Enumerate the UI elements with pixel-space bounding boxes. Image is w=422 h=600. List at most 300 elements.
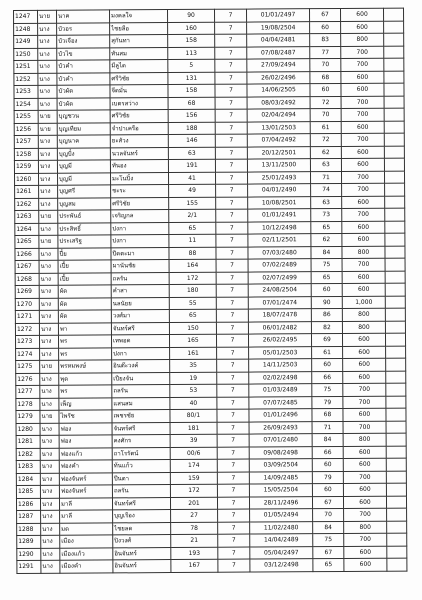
- last-name: ปงกา: [112, 347, 170, 360]
- allowance-amount: 1,000: [342, 296, 385, 309]
- title-prefix: นาง: [40, 485, 59, 498]
- first-name: เปี้ย: [58, 272, 111, 285]
- first-name: บัวเจือง: [57, 35, 110, 48]
- title-prefix: นาง: [41, 548, 60, 561]
- birth-date: 07/02/2489: [248, 259, 311, 272]
- signature-cell: [386, 421, 406, 434]
- first-name: เปี้ย: [58, 260, 111, 273]
- record-number: 1291: [17, 560, 41, 573]
- signature-cell: [384, 146, 404, 159]
- village-number: 7: [216, 297, 248, 310]
- birth-date: 07/01/2480: [249, 434, 312, 447]
- signature-cell: [386, 458, 406, 471]
- first-name: บุญมี: [57, 172, 110, 185]
- age: 67: [309, 8, 340, 21]
- allowance-amount: 700: [341, 96, 384, 109]
- allowance-amount: 600: [341, 158, 384, 171]
- signature-cell: [385, 308, 405, 321]
- first-name: บัวอร: [57, 22, 110, 35]
- last-name: ถลรัน: [111, 272, 169, 285]
- first-name: ประเสริฐ: [58, 235, 111, 248]
- age: 70: [310, 108, 341, 121]
- title-prefix: นาง: [41, 535, 60, 548]
- village-number: 7: [218, 509, 250, 522]
- first-name: บุญปั๋ง: [57, 147, 110, 160]
- first-name: บัวไข: [57, 47, 110, 60]
- birth-date: 27/09/2494: [247, 59, 310, 72]
- first-name: ผัด: [58, 297, 111, 310]
- birth-date: 14/06/2505: [247, 84, 310, 97]
- allowance-amount: 600: [343, 496, 386, 509]
- birth-date: 02/11/2501: [248, 234, 311, 247]
- age: 68: [310, 71, 341, 84]
- village-number: 7: [217, 409, 249, 422]
- title-prefix: นาง: [38, 85, 57, 98]
- last-name: ปีนตา: [112, 472, 170, 485]
- allowance-amount: 600: [344, 546, 387, 559]
- village-number: 7: [216, 259, 248, 272]
- last-name: เพชรชัย: [112, 410, 170, 423]
- birth-date: 07/07/2485: [249, 396, 312, 409]
- signature-cell: [384, 96, 404, 109]
- title-prefix: นาง: [38, 98, 57, 111]
- birth-date: 04/01/2490: [248, 184, 311, 197]
- allowance-amount: 800: [344, 521, 387, 534]
- house-number: 68: [168, 97, 215, 110]
- first-name: ปี๋ย: [58, 247, 111, 260]
- allowance-amount: 600: [342, 233, 385, 246]
- record-number: 1256: [14, 123, 38, 136]
- record-number: 1267: [15, 260, 39, 273]
- age: 84: [312, 433, 343, 446]
- last-name: อินจันทร์: [113, 560, 171, 573]
- signature-cell: [384, 46, 404, 59]
- village-number: 7: [218, 559, 250, 572]
- title-prefix: นาย: [38, 110, 57, 123]
- village-number: 7: [215, 84, 247, 97]
- allowance-amount: 600: [341, 71, 384, 84]
- age: 61: [310, 121, 341, 134]
- first-name: บุญนาค: [57, 135, 110, 148]
- record-number: 1280: [16, 423, 40, 436]
- first-name: ฟองจันทร์: [59, 472, 112, 485]
- house-number: 158: [168, 34, 215, 47]
- village-number: 7: [217, 397, 249, 410]
- title-prefix: นาง: [40, 460, 59, 473]
- village-number: 7: [217, 447, 249, 460]
- village-number: 7: [215, 109, 247, 122]
- allowance-amount: 700: [344, 533, 387, 546]
- record-number: 1275: [16, 360, 40, 373]
- house-number: 164: [169, 259, 216, 272]
- birth-date: 10/12/2498: [248, 221, 311, 234]
- first-name: นาค: [57, 10, 110, 23]
- title-prefix: นาง: [38, 23, 57, 36]
- village-number: 7: [216, 284, 248, 297]
- last-name: ท้นแก้ว: [112, 460, 170, 473]
- house-number: 39: [170, 434, 217, 447]
- age: 65: [311, 221, 342, 234]
- age: 62: [310, 146, 341, 159]
- allowance-amount: 600: [341, 146, 384, 159]
- record-number: 1277: [16, 385, 40, 398]
- village-number: 7: [218, 522, 250, 535]
- title-prefix: นาง: [39, 298, 58, 311]
- title-prefix: นาง: [39, 335, 58, 348]
- birth-date: 01/01/2496: [249, 409, 312, 422]
- house-number: 193: [171, 547, 218, 560]
- birth-date: 24/08/2504: [248, 284, 311, 297]
- record-number: 1257: [14, 135, 38, 148]
- allowance-amount: 600: [343, 446, 386, 459]
- first-name: ผัด: [58, 310, 111, 323]
- record-number: 1286: [16, 498, 40, 511]
- last-name: นลนัยย: [111, 297, 169, 310]
- house-number: 155: [169, 197, 216, 210]
- allowance-amount: 700: [342, 208, 385, 221]
- title-prefix: นาง: [39, 273, 58, 286]
- house-number: 174: [170, 459, 217, 472]
- village-number: 7: [217, 434, 249, 447]
- age: 82: [311, 321, 342, 334]
- first-name: ผัด: [58, 285, 111, 298]
- last-name: ศรีวิชัย: [110, 110, 168, 123]
- record-number: 1278: [16, 398, 40, 411]
- last-name: เบตรสว่าง: [110, 97, 168, 110]
- birth-date: 14/04/2489: [250, 534, 313, 547]
- allowance-amount: 600: [343, 358, 386, 371]
- birth-date: 07/04/2492: [247, 134, 310, 147]
- age: 75: [313, 533, 344, 546]
- birth-date: 07/01/2474: [248, 296, 311, 309]
- last-name: คงศักร: [112, 435, 170, 448]
- title-prefix: นาง: [40, 348, 59, 361]
- record-number: 1288: [17, 523, 41, 536]
- birth-date: 26/02/2495: [248, 334, 311, 347]
- age: 69: [311, 333, 342, 346]
- age: 67: [313, 546, 344, 559]
- title-prefix: นาย: [40, 360, 59, 373]
- signature-cell: [385, 208, 405, 221]
- village-number: 7: [215, 97, 247, 110]
- first-name: บุญสม: [58, 197, 111, 210]
- title-prefix: นาง: [40, 373, 59, 386]
- last-name: นวลจันทร์: [110, 147, 168, 160]
- village-number: 7: [217, 384, 249, 397]
- first-name: พร: [59, 385, 112, 398]
- record-number: 1260: [14, 173, 38, 186]
- record-number: 1279: [16, 410, 40, 423]
- allowance-amount: 600: [343, 458, 386, 471]
- title-prefix: นาง: [39, 285, 58, 298]
- allowance-amount: 600: [342, 221, 385, 234]
- record-number: 1273: [15, 335, 39, 348]
- first-name: ประพันธ์: [58, 210, 111, 223]
- age: 79: [312, 396, 343, 409]
- first-name: บัวผัด: [57, 97, 110, 110]
- first-name: มาลี: [60, 510, 113, 523]
- record-number: 1252: [14, 73, 38, 86]
- allowance-amount: 600: [341, 121, 384, 134]
- signature-cell: [387, 546, 407, 559]
- house-number: 167: [171, 559, 218, 572]
- allowance-amount: 600: [342, 271, 385, 284]
- allowance-amount: 600: [342, 283, 385, 296]
- birth-date: 04/04/2481: [247, 34, 310, 47]
- birth-date: 05/01/2503: [249, 346, 312, 359]
- record-number: 1261: [15, 185, 39, 198]
- house-number: 5: [168, 59, 215, 72]
- record-number: 1248: [14, 23, 38, 36]
- last-name: คำสา: [111, 285, 169, 298]
- age: 71: [310, 171, 341, 184]
- village-number: 7: [215, 159, 247, 172]
- village-number: 7: [216, 184, 248, 197]
- title-prefix: นาง: [40, 398, 59, 411]
- house-number: 53: [170, 384, 217, 397]
- last-name: มานันชัย: [111, 260, 169, 273]
- title-prefix: นาง: [39, 310, 58, 323]
- age: 60: [310, 21, 341, 34]
- birth-date: 15/05/2504: [249, 484, 312, 497]
- last-name: ถาโรรัตน์: [112, 447, 170, 460]
- title-prefix: นาง: [41, 523, 60, 536]
- last-name: จีดมั่น: [110, 85, 168, 98]
- last-name: จันทร์ศรี: [112, 422, 170, 435]
- allowance-amount: 600: [344, 558, 387, 571]
- record-number: 1272: [15, 323, 39, 336]
- signature-cell: [384, 58, 404, 71]
- record-number: 1265: [15, 235, 39, 248]
- title-prefix: นาย: [40, 410, 59, 423]
- birth-date: 02/04/2494: [247, 109, 310, 122]
- allowance-amount: 700: [341, 46, 384, 59]
- last-name: อินจันทร์: [113, 547, 171, 560]
- signature-cell: [387, 558, 407, 571]
- title-prefix: นาง: [40, 448, 59, 461]
- age: 74: [311, 183, 342, 196]
- signature-cell: [385, 233, 405, 246]
- house-number: 88: [169, 247, 216, 260]
- last-name: จำปาเครือ: [110, 122, 168, 135]
- village-number: 7: [215, 22, 247, 35]
- last-name: วงศ์มา: [111, 310, 169, 323]
- birth-date: 26/02/2496: [247, 71, 310, 84]
- last-name: เปียงจัน: [112, 372, 170, 385]
- allowance-amount: 700: [344, 508, 387, 521]
- signature-cell: [386, 371, 406, 384]
- house-number: 2/1: [169, 209, 216, 222]
- allowance-amount: 800: [341, 33, 384, 46]
- record-number: 1289: [17, 535, 41, 548]
- record-number: 1284: [16, 473, 40, 486]
- signature-cell: [386, 471, 406, 484]
- record-number: 1290: [17, 548, 41, 561]
- signature-cell: [385, 221, 405, 234]
- allowance-amount: 700: [342, 183, 385, 196]
- birth-date: 02/02/2498: [249, 371, 312, 384]
- age: 66: [312, 371, 343, 384]
- village-number: 7: [218, 534, 250, 547]
- record-number: 1258: [14, 148, 38, 161]
- last-name: ทันอง: [110, 160, 168, 173]
- record-number: 1263: [15, 210, 39, 223]
- allowance-amount: 600: [341, 83, 384, 96]
- age: 75: [312, 383, 343, 396]
- village-number: 7: [217, 347, 249, 360]
- signature-cell: [386, 396, 406, 409]
- house-number: 40: [170, 397, 217, 410]
- record-number: 1274: [16, 348, 40, 361]
- village-number: 7: [217, 472, 249, 485]
- signature-cell: [386, 433, 406, 446]
- village-number: 7: [215, 122, 247, 135]
- first-name: บัวคำ: [57, 60, 110, 73]
- birth-date: 13/01/2503: [247, 121, 310, 134]
- record-number: 1254: [14, 98, 38, 111]
- house-number: 65: [169, 309, 216, 322]
- first-name: พรหมพงษ์: [59, 360, 112, 373]
- age: 70: [310, 58, 341, 71]
- house-number: 78: [171, 522, 218, 535]
- last-name: ศรีวิชัย: [111, 197, 169, 210]
- title-prefix: นาง: [41, 510, 60, 523]
- signature-cell: [384, 33, 404, 46]
- age: 72: [310, 133, 341, 146]
- first-name: เพ็ญ: [59, 397, 112, 410]
- first-name: เมือง: [60, 535, 113, 548]
- allowance-amount: 700: [341, 58, 384, 71]
- house-number: 21: [171, 534, 218, 547]
- record-number: 1281: [16, 435, 40, 448]
- age: 84: [313, 521, 344, 534]
- title-prefix: นาง: [38, 148, 57, 161]
- signature-cell: [387, 508, 407, 521]
- allowance-amount: 700: [342, 258, 385, 271]
- title-prefix: นาง: [39, 260, 58, 273]
- house-number: 41: [168, 172, 215, 185]
- birth-date: 01/01/2497: [246, 9, 309, 22]
- house-number: 55: [169, 297, 216, 310]
- signature-cell: [385, 183, 405, 196]
- title-prefix: นาง: [39, 198, 58, 211]
- first-name: มาลี: [59, 497, 112, 510]
- age: 71: [312, 421, 343, 434]
- signature-cell: [384, 133, 404, 146]
- house-number: 11: [169, 234, 216, 247]
- age: 65: [313, 558, 344, 571]
- last-name: ไชยลด: [113, 522, 171, 535]
- allowance-amount: 700: [343, 421, 386, 434]
- record-number: 1269: [15, 285, 39, 298]
- title-prefix: นาง: [38, 73, 57, 86]
- house-number: 172: [169, 272, 216, 285]
- birth-date: 26/09/2493: [249, 421, 312, 434]
- record-number: 1255: [14, 110, 38, 123]
- register-body: [14, 8, 407, 573]
- house-number: 160: [168, 22, 215, 35]
- last-name: ปงกา: [111, 235, 169, 248]
- first-name: ฟอง: [59, 422, 112, 435]
- last-name: ปงกา: [111, 222, 169, 235]
- age: 86: [311, 308, 342, 321]
- allowance-amount: 600: [343, 346, 386, 359]
- first-name: บัวผัด: [57, 85, 110, 98]
- title-prefix: นาย: [38, 123, 57, 136]
- house-number: 49: [169, 184, 216, 197]
- signature-cell: [384, 108, 404, 121]
- title-prefix: นาง: [40, 498, 59, 511]
- village-number: 7: [216, 234, 248, 247]
- age: 79: [312, 471, 343, 484]
- allowance-amount: 700: [341, 171, 384, 184]
- age: 60: [312, 458, 343, 471]
- birth-date: 11/02/2480: [250, 521, 313, 534]
- birth-date: 05/04/2497: [250, 546, 313, 559]
- birth-date: 03/12/2498: [250, 559, 313, 572]
- title-prefix: นาง: [40, 435, 59, 448]
- allowance-amount: 800: [342, 246, 385, 259]
- record-number: 1282: [16, 448, 40, 461]
- birth-date: 25/01/2493: [247, 171, 310, 184]
- allowance-amount: 600: [343, 483, 386, 496]
- first-name: ฟองคำ: [59, 460, 112, 473]
- birth-date: 20/12/2501: [247, 146, 310, 159]
- house-number: 150: [169, 322, 216, 335]
- first-name: พร: [58, 335, 111, 348]
- house-number: 181: [170, 422, 217, 435]
- signature-cell: [386, 446, 406, 459]
- record-number: 1266: [15, 248, 39, 261]
- house-number: 27: [171, 509, 218, 522]
- birth-date: 19/08/2504: [247, 21, 310, 34]
- village-number: 7: [215, 34, 247, 47]
- first-name: มด: [60, 522, 113, 535]
- birth-date: 14/11/2503: [249, 359, 312, 372]
- signature-cell: [385, 271, 405, 284]
- birth-date: 14/09/2485: [249, 471, 312, 484]
- age: 60: [310, 83, 341, 96]
- signature-cell: [386, 346, 406, 359]
- village-number: 7: [215, 134, 247, 147]
- last-name: มีลูได: [110, 60, 168, 73]
- age: 65: [311, 271, 342, 284]
- age: 72: [310, 96, 341, 109]
- title-prefix: นาง: [39, 185, 58, 198]
- beneficiary-register-table: [13, 8, 407, 574]
- record-number: 1271: [15, 310, 39, 323]
- last-name: อินต๊ะวงค์: [112, 360, 170, 373]
- house-number: 191: [168, 159, 215, 172]
- last-name: จันทร์ศรี: [112, 497, 170, 510]
- signature-cell: [385, 246, 405, 259]
- village-number: 7: [217, 359, 249, 372]
- house-number: 201: [170, 497, 217, 510]
- last-name: จันทร์ศรี: [111, 322, 169, 335]
- allowance-amount: 600: [340, 8, 383, 21]
- house-number: 63: [168, 147, 215, 160]
- first-name: เมืองคำ: [60, 560, 113, 573]
- village-number: 7: [217, 459, 249, 472]
- first-name: บุญเทียม: [57, 122, 110, 135]
- first-name: พร: [59, 347, 112, 360]
- village-number: 7: [217, 497, 249, 510]
- village-number: 7: [215, 72, 247, 85]
- allowance-amount: 700: [343, 396, 386, 409]
- title-prefix: นาง: [41, 560, 60, 573]
- signature-cell: [384, 71, 404, 84]
- title-prefix: นาย: [39, 210, 58, 223]
